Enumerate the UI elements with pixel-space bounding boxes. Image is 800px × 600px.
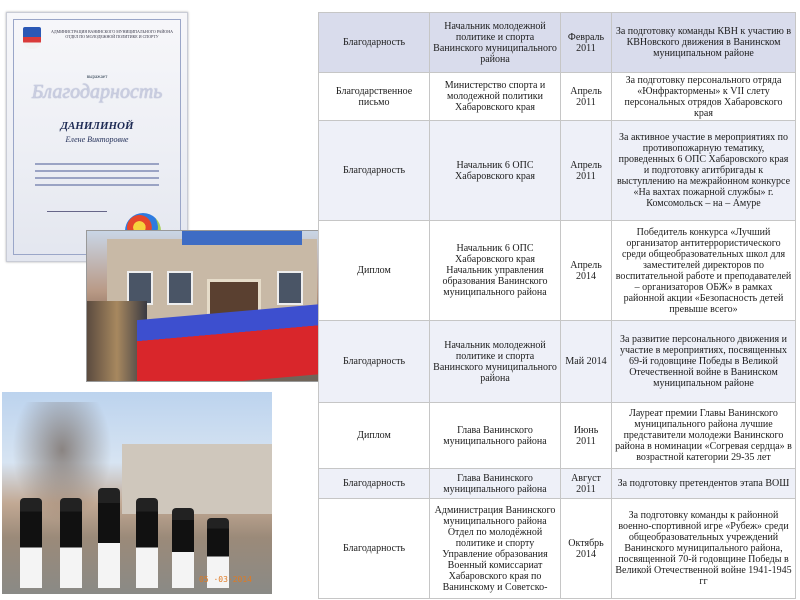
award-date: Апрель 2011 <box>561 121 612 221</box>
table-row <box>319 499 796 599</box>
certificate-recipient-surname: ДАНИЛИНОЙ <box>60 120 134 132</box>
photo-datestamp: 05 ·03·2014 <box>199 575 252 584</box>
photo-majorette <box>172 508 194 588</box>
award-date: Июнь 2011 <box>561 403 612 469</box>
coat-of-arms-icon <box>23 27 41 49</box>
award-type: Благодарность <box>319 321 430 403</box>
award-date: Октябрь 2014 <box>561 499 612 599</box>
award-type: Благодарность <box>319 469 430 499</box>
award-reason: За развитие персонального движения и участие в мероприятиях, посвященных 69-й годовщине Победы в Великой Отечественной войне в Ванинском муниципальном районе <box>612 321 796 403</box>
award-reason: Победитель конкурса «Лучший организатор антитеррористического среди общеобразовательных школ для заместителей директоров по воспитательной работе и преподавателей – организаторов ОБЖ» в рамках районной акции «Безопасность детей превыше всего» <box>612 221 796 321</box>
table-row <box>319 403 796 469</box>
awards-table <box>318 12 796 599</box>
photo-parade <box>2 392 272 594</box>
award-issuer: Министерство спорта и молодежной политики Хабаровского края <box>430 73 561 121</box>
award-issuer: Начальник 6 ОПС Хабаровского края <box>430 121 561 221</box>
photo-window <box>277 271 303 305</box>
award-date: Апрель 2014 <box>561 221 612 321</box>
award-type: Благодарственное письмо <box>319 73 430 121</box>
award-type: Диплом <box>319 403 430 469</box>
photo-majorette <box>98 488 120 588</box>
certificate-text-line <box>35 163 159 165</box>
certificate-expresses: выражает <box>86 75 108 80</box>
award-reason: За подготовку претендентов этапа ВОШ <box>612 469 796 499</box>
table-row <box>319 13 796 73</box>
table-row <box>319 321 796 403</box>
photo-building-sign <box>182 231 302 245</box>
award-date: Февраль 2011 <box>561 13 612 73</box>
award-reason: За подготовку команды к районной военно-спортивной игре «Рубеж» среди общеобразовательных учреждений Ванинского муниципального района, посвященной 70-й годовщине Победы в Великой Отечественной войне 1941-1945 гг <box>612 499 796 599</box>
photo-flag-event <box>86 230 330 382</box>
award-type: Благодарность <box>319 13 430 73</box>
award-reason: За подготовку команды КВН к участию в КВНовского движения в Ванинском муниципальном районе <box>612 13 796 73</box>
signature-line <box>47 211 107 212</box>
award-date: Май 2014 <box>561 321 612 403</box>
certificate-org: АДМИНИСТРАЦИЯ ВАНИНСКОГО МУНИЦИПАЛЬНОГО РАЙОНА ОТДЕЛ ПО МОЛОДЕЖНОЙ ПОЛИТИКЕ И СПОРТУ <box>51 29 173 39</box>
award-reason: За активное участие в мероприятиях по противопожарную тематику, проведенных 6 ОПС Хабаровского края и подготовку агитбригады к выступлению на межрайонном конкурсе «На вахтах пожарной службы» г. Комсомольск – на – Амуре <box>612 121 796 221</box>
table-row <box>319 121 796 221</box>
photo-majorette <box>60 498 82 588</box>
certificate-image <box>6 12 188 262</box>
award-type: Благодарность <box>319 499 430 599</box>
certificate-text-line <box>35 177 159 179</box>
photo-majorette <box>20 498 42 588</box>
award-issuer: Начальник молодежной политике и спорта Ванинского муниципального района <box>430 13 561 73</box>
award-date: Апрель 2011 <box>561 73 612 121</box>
award-issuer: Глава Ванинского муниципального района <box>430 469 561 499</box>
certificate-recipient-name: Елене Викторовне <box>65 135 129 144</box>
award-type: Благодарность <box>319 121 430 221</box>
award-date: Август 2011 <box>561 469 612 499</box>
award-reason: За подготовку персонального отряда «Юнфрактормены» к VII слету персональных отрядов Хабаровского края <box>612 73 796 121</box>
table-row <box>319 469 796 499</box>
award-reason: Лауреат премии Главы Ванинского муниципального района лучшие представители молодежи Ванинского района в номинации «Согревая сердца» в возрастной категории 29-35 лет <box>612 403 796 469</box>
award-issuer: Глава Ванинского муниципального района <box>430 403 561 469</box>
award-issuer: Начальник 6 ОПС Хабаровского края Начальник управления образования Ванинского муниципального района <box>430 221 561 321</box>
award-type: Диплом <box>319 221 430 321</box>
certificate-text-line <box>35 170 159 172</box>
award-issuer: Администрация Ванинского муниципального района Отдел по молодёжной политике и спорту Управление образования Военный комиссариат Хабаровского края по Ванинскому и Советско- <box>430 499 561 599</box>
photo-window <box>167 271 193 305</box>
certificate-title: Благодарность <box>31 81 163 103</box>
photo-window <box>127 271 153 305</box>
table-row <box>319 221 796 321</box>
award-issuer: Начальник молодежной политике и спорта Ванинского муниципального района <box>430 321 561 403</box>
table-row <box>319 73 796 121</box>
certificate-text-line <box>35 184 159 186</box>
photo-majorette <box>136 498 158 588</box>
